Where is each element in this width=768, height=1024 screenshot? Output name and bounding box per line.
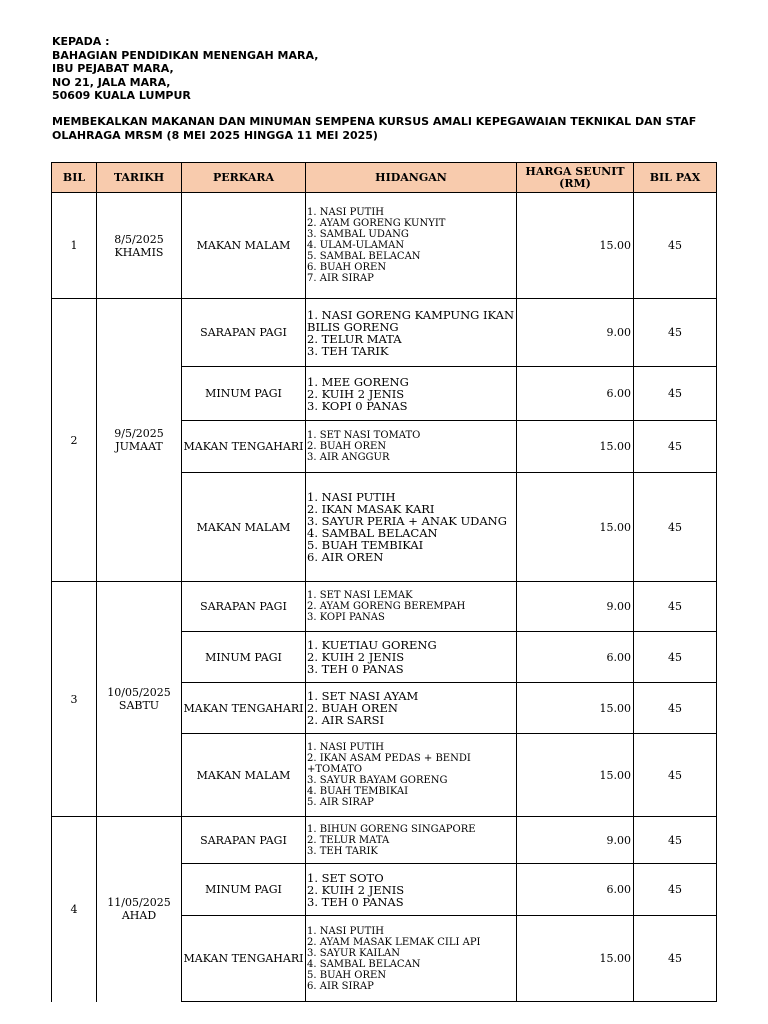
hidangan-item: 1. BIHUN GORENG SINGAPORE xyxy=(307,823,476,835)
hidangan-cell xyxy=(306,193,517,299)
tarikh-day: AHAD xyxy=(121,909,157,923)
column-header-bil: BIL xyxy=(52,163,97,193)
tarikh-date: 10/05/2025 xyxy=(107,686,171,699)
hidangan-item: 3. TEH TARIK xyxy=(307,343,389,358)
hidangan-item: 2. AIR SARSI xyxy=(307,713,385,727)
perkara-cell: SARAPAN PAGI xyxy=(182,299,306,367)
tarikh-day: JUMAAT xyxy=(115,440,163,453)
subject-line: OLAHRAGA MRSM (8 MEI 2025 HINGGA 11 MEI 2025) xyxy=(52,128,378,142)
hidangan-item: 6. AIR OREN xyxy=(307,550,384,564)
hidangan-cell xyxy=(306,864,517,916)
hidangan-item: 3. SAYUR BAYAM GORENG xyxy=(307,775,448,786)
document-subject xyxy=(52,115,716,142)
perkara-cell: SARAPAN PAGI xyxy=(182,582,306,632)
hidangan-cell xyxy=(306,817,517,864)
perkara-cell: MAKAN MALAM xyxy=(182,193,306,299)
bil-cell: 4 xyxy=(52,817,97,1002)
bil-pax-cell: 45 xyxy=(634,916,717,1002)
hidangan-item: 2. TELUR MATA xyxy=(307,834,390,846)
tarikh-date: 8/5/2025 xyxy=(114,232,164,246)
address-line: KEPADA : xyxy=(52,35,110,48)
hidangan-cell xyxy=(306,299,517,367)
hidangan-item: 3. SAMBAL UDANG xyxy=(307,229,409,240)
bil-pax-cell: 45 xyxy=(634,193,717,299)
address-line: NO 21, JALA MARA, xyxy=(52,75,171,89)
hidangan-cell xyxy=(306,367,517,421)
harga-cell: 6.00 xyxy=(517,367,634,421)
perkara-cell: SARAPAN PAGI xyxy=(182,817,306,864)
bil-pax-cell: 45 xyxy=(634,299,717,367)
hidangan-item: 1. KUETIAU GORENG xyxy=(307,638,437,652)
tarikh-day: SABTU xyxy=(118,699,160,712)
hidangan-item: 1. SET SOTO xyxy=(307,870,384,885)
perkara-cell: MINUM PAGI xyxy=(182,632,306,683)
harga-cell: 15.00 xyxy=(517,916,634,1002)
column-header-bil-pax: BIL PAX xyxy=(634,163,717,193)
hidangan-cell xyxy=(306,582,517,632)
bil-pax-cell: 45 xyxy=(634,473,717,582)
table-row xyxy=(52,817,717,864)
hidangan-item: 1. MEE GORENG xyxy=(307,374,409,389)
bil-pax-cell: 45 xyxy=(634,367,717,421)
hidangan-item: 2. KUIH 2 JENIS xyxy=(307,650,405,664)
address-line: 50609 KUALA LUMPUR xyxy=(52,89,191,102)
address-line: IBU PEJABAT MARA, xyxy=(52,62,174,75)
tarikh-cell xyxy=(97,299,182,582)
harga-cell: 15.00 xyxy=(517,734,634,817)
hidangan-item: 5. SAMBAL BELACAN xyxy=(307,251,421,262)
hidangan-item: 2. TELUR MATA xyxy=(307,331,402,346)
hidangan-item: 4. SAMBAL BELACAN xyxy=(307,526,438,540)
subject-line: MEMBEKALKAN MAKANAN DAN MINUMAN SEMPENA KURSUS AMALI KEPEGAWAIAN TEKNIKAL DAN STAF xyxy=(52,115,697,128)
tarikh-date: 9/5/2025 xyxy=(114,427,164,440)
recipient-address xyxy=(52,35,318,103)
tarikh-cell xyxy=(97,817,182,1002)
hidangan-item: 2. AYAM MASAK LEMAK CILI API xyxy=(307,936,481,948)
table-row xyxy=(52,582,717,632)
perkara-cell: MINUM PAGI xyxy=(182,367,306,421)
hidangan-item: 3. TEH TARIK xyxy=(307,845,378,857)
hidangan-cell xyxy=(306,473,517,582)
hidangan-cell xyxy=(306,734,517,817)
table-header-row xyxy=(52,163,717,193)
hidangan-item: 3. TEH 0 PANAS xyxy=(307,662,404,676)
hidangan-item: 3. AIR ANGGUR xyxy=(307,452,390,463)
tarikh-cell xyxy=(97,193,182,299)
column-header-tarikh: TARIKH xyxy=(97,163,182,193)
hidangan-item: 4. SAMBAL BELACAN xyxy=(307,958,421,970)
hidangan-item: 2. AYAM GORENG KUNYIT xyxy=(307,218,446,229)
harga-cell: 9.00 xyxy=(517,817,634,864)
perkara-cell: MAKAN TENGAHARI xyxy=(182,421,306,473)
bil-pax-cell: 45 xyxy=(634,421,717,473)
perkara-cell: MAKAN TENGAHARI xyxy=(182,683,306,734)
hidangan-item: 3. SAYUR KAILAN xyxy=(307,947,400,959)
harga-cell: 15.00 xyxy=(517,421,634,473)
hidangan-item: 1. NASI PUTIH xyxy=(307,742,384,753)
hidangan-item: 5. BUAH TEMBIKAI xyxy=(307,538,424,552)
hidangan-item: 4. ULAM-ULAMAN xyxy=(307,240,405,251)
table-row xyxy=(52,299,717,367)
perkara-cell: MAKAN TENGAHARI xyxy=(182,916,306,1002)
hidangan-item: 1. NASI PUTIH xyxy=(307,490,396,504)
perkara-cell: MAKAN MALAM xyxy=(182,473,306,582)
hidangan-item: 1. SET NASI AYAM xyxy=(307,689,419,703)
tarikh-day: KHAMIS xyxy=(114,245,164,259)
hidangan-item: 1. NASI GORENG KAMPUNG IKAN BILIS GORENG xyxy=(307,307,515,334)
hidangan-item: 1. SET NASI LEMAK xyxy=(307,590,413,601)
bil-pax-cell: 45 xyxy=(634,864,717,916)
hidangan-item: 2. KUIH 2 JENIS xyxy=(307,386,405,401)
hidangan-item: 1. NASI PUTIH xyxy=(307,925,384,937)
bil-cell: 2 xyxy=(52,299,97,582)
hidangan-item: 2. AYAM GORENG BEREMPAH xyxy=(307,601,466,612)
hidangan-item: 3. KOPI PANAS xyxy=(307,612,385,623)
harga-cell: 9.00 xyxy=(517,299,634,367)
tarikh-cell xyxy=(97,582,182,817)
column-header-harga: HARGA SEUNIT (RM) xyxy=(517,163,634,193)
bil-pax-cell: 45 xyxy=(634,683,717,734)
hidangan-item: 5. BUAH OREN xyxy=(307,969,387,981)
hidangan-cell xyxy=(306,421,517,473)
hidangan-item: 6. AIR SIRAP xyxy=(307,980,374,992)
hidangan-item: 7. AIR SIRAP xyxy=(307,273,374,284)
column-header-perkara: PERKARA xyxy=(182,163,306,193)
hidangan-cell xyxy=(306,683,517,734)
harga-cell: 15.00 xyxy=(517,193,634,299)
harga-cell: 6.00 xyxy=(517,864,634,916)
tarikh-date: 11/05/2025 xyxy=(107,896,171,910)
perkara-cell: MINUM PAGI xyxy=(182,864,306,916)
hidangan-cell xyxy=(306,632,517,683)
hidangan-item: 2. IKAN ASAM PEDAS + BENDI +TOMATO xyxy=(307,753,471,775)
hidangan-cell xyxy=(306,916,517,1002)
menu-table-body xyxy=(52,193,717,1002)
bil-pax-cell: 45 xyxy=(634,817,717,864)
hidangan-item: 2. BUAH OREN xyxy=(307,701,398,715)
hidangan-item: 2. BUAH OREN xyxy=(307,441,387,452)
perkara-cell: MAKAN MALAM xyxy=(182,734,306,817)
hidangan-item: 1. NASI PUTIH xyxy=(307,207,384,218)
harga-cell: 6.00 xyxy=(517,632,634,683)
column-header-hidangan: HIDANGAN xyxy=(306,163,517,193)
address-line: BAHAGIAN PENDIDIKAN MENENGAH MARA, xyxy=(52,48,319,62)
bil-pax-cell: 45 xyxy=(634,582,717,632)
bil-pax-cell: 45 xyxy=(634,734,717,817)
hidangan-item: 3. SAYUR PERIA + ANAK UDANG xyxy=(307,514,507,528)
bil-cell: 1 xyxy=(52,193,97,299)
hidangan-item: 4. BUAH TEMBIKAI xyxy=(307,786,409,797)
hidangan-item: 2. IKAN MASAK KARI xyxy=(307,502,435,516)
hidangan-item: 3. TEH 0 PANAS xyxy=(307,894,404,909)
harga-cell: 15.00 xyxy=(517,683,634,734)
table-row xyxy=(52,193,717,299)
hidangan-item: 6. BUAH OREN xyxy=(307,262,387,273)
hidangan-item: 2. KUIH 2 JENIS xyxy=(307,882,405,897)
hidangan-item: 5. AIR SIRAP xyxy=(307,797,374,808)
bil-pax-cell: 45 xyxy=(634,632,717,683)
hidangan-item: 1. SET NASI TOMATO xyxy=(307,430,421,441)
harga-cell: 15.00 xyxy=(517,473,634,582)
bil-cell: 3 xyxy=(52,582,97,817)
menu-table xyxy=(51,162,717,1002)
hidangan-item: 3. KOPI 0 PANAS xyxy=(307,398,408,413)
harga-cell: 9.00 xyxy=(517,582,634,632)
